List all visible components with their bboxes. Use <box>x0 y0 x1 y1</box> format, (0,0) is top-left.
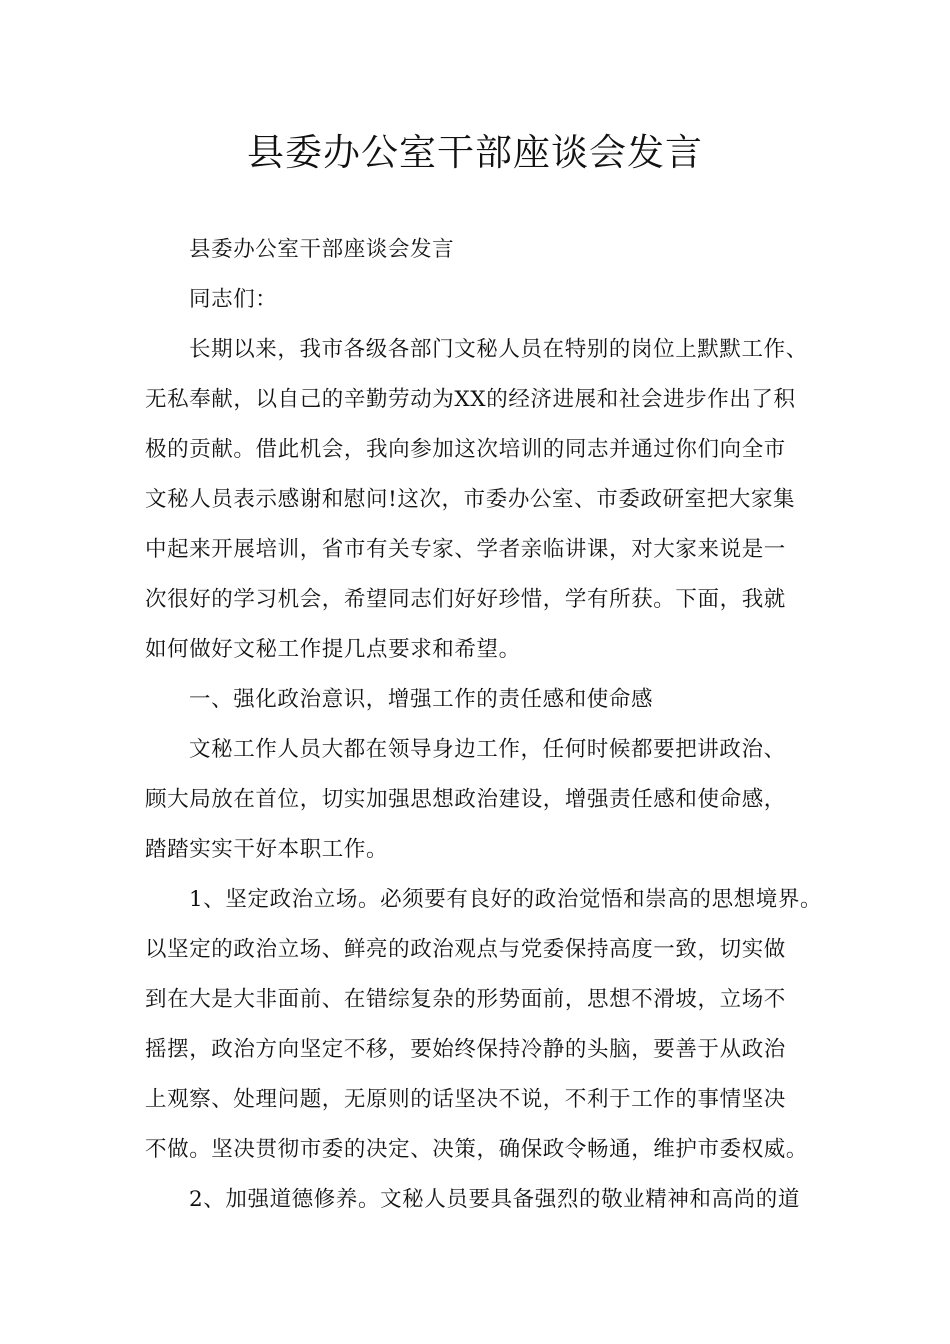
section-heading: 一、强化政治意识，增强工作的责任感和使命感 <box>189 687 654 712</box>
document-title: 县委办公室干部座谈会发言 <box>247 131 703 174</box>
text-line: 摇摆，政治方向坚定不移，要始终保持冷静的头脑，要善于从政治 <box>145 1037 786 1062</box>
text-line: 踏踏实实干好本职工作。 <box>145 837 389 862</box>
text-line: 不做。坚决贯彻市委的决定、决策，确保政令畅通，维护市委权威。 <box>145 1137 809 1162</box>
text-line: 1、坚定政治立场。必须要有良好的政治觉悟和崇高的思想境界。 <box>189 887 823 912</box>
text-line: 以坚定的政治立场、鲜亮的政治观点与党委保持高度一致，切实做 <box>145 937 786 962</box>
document-body <box>145 225 823 1225</box>
text-line: 如何做好文秘工作提几点要求和希望。 <box>145 637 521 662</box>
text-line: 文秘人员表示感谢和慰问!这次，市委办公室、市委政研室把大家集 <box>145 487 796 512</box>
text-line: 2、加强道德修养。文秘人员要具备强烈的敬业精神和高尚的道 <box>189 1187 800 1212</box>
text-line: 县委办公室干部座谈会发言 <box>189 237 455 262</box>
text-line: 顾大局放在首位，切实加强思想政治建设，增强责任感和使命感， <box>145 787 786 812</box>
text-line: 长期以来，我市各级各部门文秘人员在特别的岗位上默默工作、 <box>189 337 808 362</box>
text-line: 次很好的学习机会，希望同志们好好珍惜，学有所获。下面，我就 <box>145 587 786 612</box>
text-line: 到在大是大非面前、在错综复杂的形势面前，思想不滑坡，立场不 <box>145 987 786 1012</box>
text-line: 中起来开展培训，省市有关专家、学者亲临讲课，对大家来说是一 <box>145 537 786 562</box>
text-line: 同志们： <box>189 287 278 312</box>
text-line: 无私奉献，以自己的辛勤劳动为XX的经济进展和社会进步作出了积 <box>145 387 796 412</box>
text-line: 上观察、处理问题，无原则的话坚决不说，不利于工作的事情坚决 <box>145 1087 786 1112</box>
text-line: 极的贡献。借此机会，我向参加这次培训的同志并通过你们向全市 <box>145 437 786 462</box>
text-line: 文秘工作人员大都在领导身边工作，任何时候都要把讲政治、 <box>189 737 786 762</box>
